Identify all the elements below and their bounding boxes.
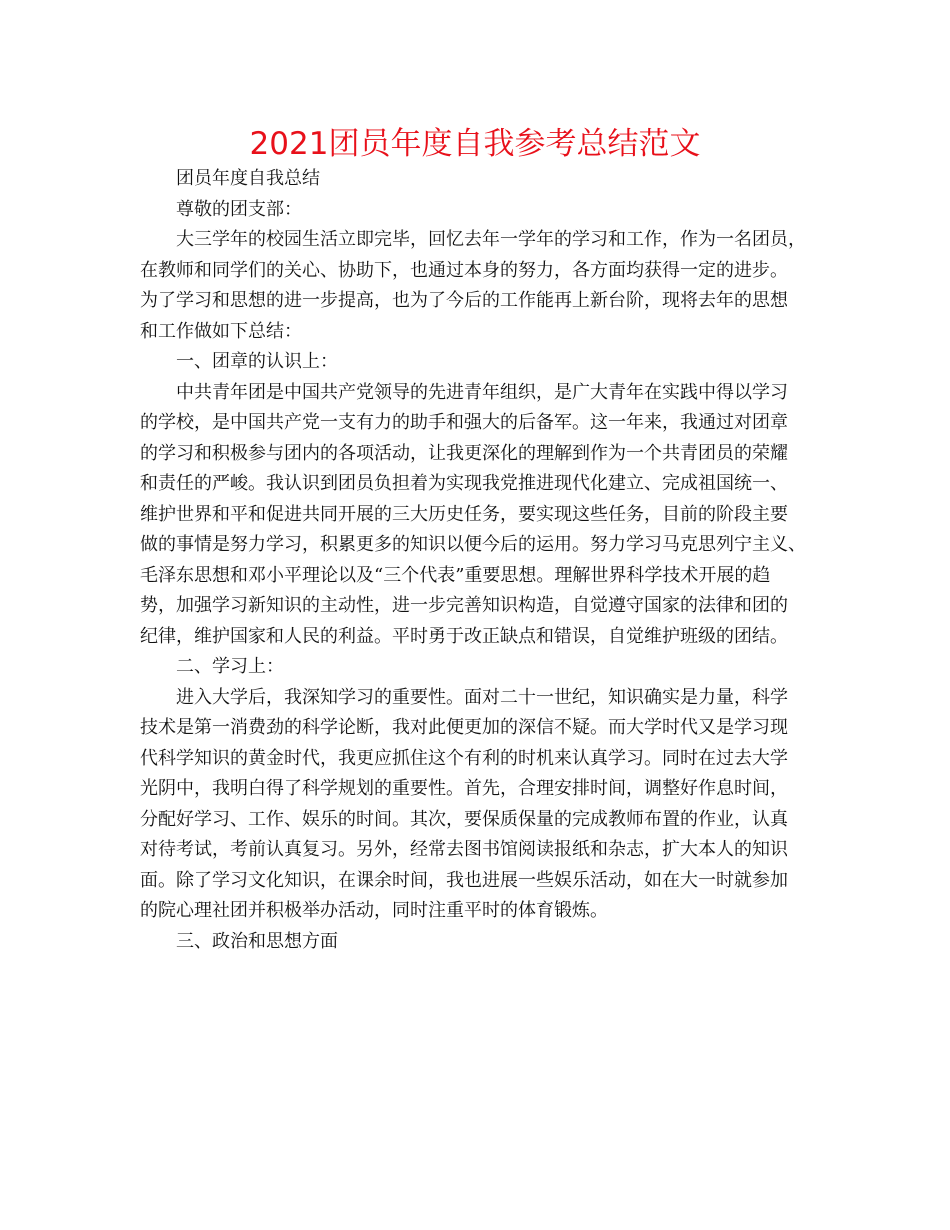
text-line: 纪律，维护国家和人民的利益。平时勇于改正缺点和错误，自觉维护班级的团结。 <box>140 625 788 647</box>
text-line: 做的事情是努力学习，积累更多的知识以便今后的运用。努力学习马克思列宁主义、 <box>140 534 806 555</box>
text-line: 的学校，是中国共产党一支有力的助手和强大的后备军。这一年来，我通过对团章 <box>140 412 788 433</box>
paragraph <box>140 195 820 226</box>
paragraph <box>140 652 820 683</box>
text-line: 分配好学习、工作、娱乐的时间。其次，要保质保量的完成教师布置的作业，认真 <box>140 808 788 830</box>
text-line: 二、学习上： <box>176 656 284 677</box>
text-line: 一、团章的认识上： <box>176 351 338 372</box>
text-line: 毛泽东思想和邓小平理论以及“三个代表”重要思想。理解世界科学技术开展的趋 <box>140 564 771 586</box>
text-line: 团员年度自我总结 <box>176 168 320 189</box>
text-line: 尊敬的团支部： <box>176 198 302 220</box>
paragraph <box>140 378 820 653</box>
text-line: 面。除了学习文化知识，在课余时间，我也进展一些娱乐活动，如在大一时就参加 <box>140 869 788 891</box>
text-line: 代科学知识的黄金时代，我更应抓住这个有利的时机来认真学习。同时在过去大学 <box>140 747 788 769</box>
text-line: 和责任的严峻。我认识到团员负担着为实现我党推进现代化建立、完成祖国统一、 <box>140 473 788 494</box>
document-body <box>140 164 820 957</box>
paragraph <box>140 347 820 378</box>
text-line: 的院心理社团并积极举办活动，同时注重平时的体育锻炼。 <box>140 900 608 921</box>
text-line: 和工作做如下总结： <box>140 320 302 342</box>
text-line: 为了学习和思想的进一步提高，也为了今后的工作能再上新台阶，现将去年的思想 <box>140 290 788 311</box>
document-title: 2021团员年度自我参考总结范文 <box>249 126 701 162</box>
paragraph <box>140 927 820 958</box>
text-line: 大三学年的校园生活立即完毕，回忆去年一学年的学习和工作，作为一名团员， <box>176 229 806 250</box>
paragraph <box>140 683 820 927</box>
text-line: 进入大学后，我深知学习的重要性。面对二十一世纪，知识确实是力量，科学 <box>176 686 788 708</box>
text-line: 光阴中，我明白得了科学规划的重要性。首先，合理安排时间，调整好作息时间， <box>140 778 788 799</box>
text-line: 技术是第一消费劲的科学论断，我对此便更加的深信不疑。而大学时代又是学习现 <box>140 717 788 738</box>
text-line: 势，加强学习新知识的主动性，进一步完善知识构造，自觉遵守国家的法律和团的 <box>140 595 788 616</box>
text-line: 中共青年团是中国共产党领导的先进青年组织，是广大青年在实践中得以学习 <box>176 381 788 403</box>
paragraph <box>140 225 820 347</box>
text-line: 对待考试，考前认真复习。另外，经常去图书馆阅读报纸和杂志，扩大本人的知识 <box>140 839 788 860</box>
text-line: 的学习和积极参与团内的各项活动，让我更深化的理解到作为一个共青团员的荣耀 <box>140 442 788 464</box>
text-line: 维护世界和平和促进共同开展的三大历史任务，要实现这些任务，目前的阶段主要 <box>140 503 788 525</box>
text-line: 在教师和同学们的关心、协助下，也通过本身的努力，各方面均获得一定的进步。 <box>140 259 788 281</box>
text-line: 三、政治和思想方面 <box>176 930 338 952</box>
paragraph <box>140 164 820 195</box>
